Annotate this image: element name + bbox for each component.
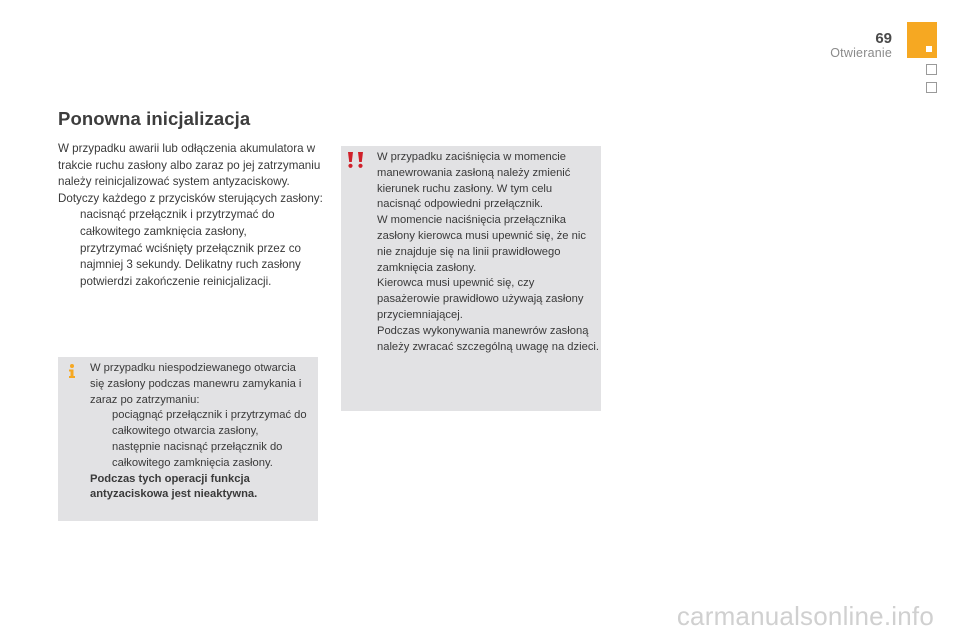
info-bold-note: Podczas tych operacji funkcja antyzaciskowa jest nieaktywna. <box>90 472 258 501</box>
intro-text <box>58 141 330 290</box>
list-item-text: przytrzymać wciśnięty przełącznik przez co najmniej 3 sekundy. Delikatny ruch zasłony potwierdzi zakończenie reinicjalizacji. <box>80 241 301 288</box>
intro-paragraph: W przypadku awarii lub odłączenia akumulatora w trakcie ruchu zasłony albo zaraz po jej zatrzymaniu należy reinicjalizować system antyzaciskowy. <box>58 142 321 189</box>
info-paragraph: W przypadku niespodziewanego otwarcia się zasłony podczas manewru zamykania i zaraz po zatrzymaniu: <box>90 362 302 406</box>
info-icon <box>64 363 80 379</box>
warning-paragraph: W momencie naciśnięcia przełącznika zasłony kierowca musi upewnić się, że nic nie znajduje się na linii prawidłowego zamknięcia zasłony. <box>377 214 586 274</box>
intro-paragraph: Dotyczy każdego z przycisków sterujących zasłony: <box>58 191 323 205</box>
info-bullet-list <box>90 408 312 471</box>
section-tab-active[interactable] <box>907 22 937 58</box>
tab-marker <box>926 46 932 52</box>
list-item-text: pociągnąć przełącznik i przytrzymać do całkowitego otwarcia zasłony, <box>112 409 307 438</box>
list-item-text: nacisnąć przełącznik i przytrzymać do całkowitego zamknięcia zasłony, <box>80 208 275 238</box>
intro-bullet-list <box>58 207 330 290</box>
page-number: 69 <box>875 30 892 47</box>
section-name: Otwieranie <box>830 46 892 60</box>
warning-paragraph: W przypadku zaciśnięcia w momencie manewrowania zasłoną należy zmienić kierunek ruchu zasłony. W tym celu nacisnąć odpowiedni przełącznik. <box>377 151 571 211</box>
list-item <box>58 207 330 240</box>
info-box <box>58 357 318 521</box>
warning-text <box>377 150 599 355</box>
list-item <box>90 408 312 440</box>
warning-paragraph: Podczas wykonywania manewrów zasłoną należy zwracać szczególną uwagę na dzieci. <box>377 324 600 353</box>
section-tab-outline[interactable] <box>926 82 937 93</box>
page-title: Ponowna inicjalizacja <box>58 108 251 129</box>
warning-box <box>341 146 601 411</box>
list-item-text: następnie nacisnąć przełącznik do całkowitego zamknięcia zasłony. <box>112 440 283 469</box>
list-item <box>90 440 312 472</box>
list-item <box>58 241 330 291</box>
double-exclamation-icon <box>344 151 368 169</box>
section-tab-outline[interactable] <box>926 64 937 75</box>
info-text <box>90 361 312 503</box>
watermark: carmanualsonline.info <box>676 601 934 631</box>
warning-paragraph: Kierowca musi upewnić się, czy pasażerowie prawidłowo używają zasłony przyciemniającej. <box>377 277 584 321</box>
